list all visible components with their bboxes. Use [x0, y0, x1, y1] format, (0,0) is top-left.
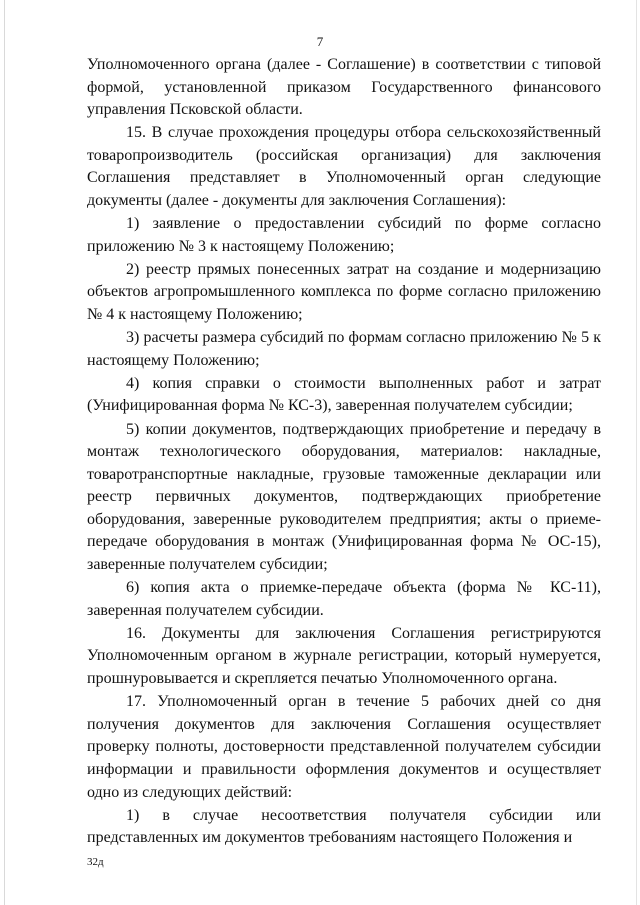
footer-code: 32д — [87, 856, 104, 868]
paragraph-15-sub-1: 1) заявление о предоставлении субсидий по форме согласно приложению № 3 к настоящему Положению; — [87, 215, 601, 255]
paragraph-15-sub-5: 5) копии документов, подтверждающих приобретение и передачу в монтаж технологического оборудования, материалов: накладные, товаротранспортные накладные, грузовые таможенные декларации или реестр первичных документов, подтверждающих приобретение оборудования, заверенные руководителем предприятия; акты о приеме-передаче оборудования в монтаж (Унифицированная форма № ОС-15), заверенные получателем субсидии; — [87, 420, 601, 574]
paragraph-17-sub-1: 1) в случае несоответствия получателя субсидии или представленных им документов требованиям настоящего Положения и — [87, 806, 601, 847]
page-number: 7 — [316, 34, 324, 49]
paragraph-continuation: Уполномоченного органа (далее - Соглашение) в соответствии с типовой формой, установленной приказом Государственного финансового управления Псковской области. — [87, 56, 601, 119]
scan-edge-right — [636, 0, 637, 905]
paragraph-item-16: 16. Документы для заключения Соглашения регистрируются Уполномоченным органом в журнале регистрации, который нумеруется, прошнуровывается и скрепляется печатью Уполномоченного органа. — [87, 624, 601, 688]
paragraph-15-sub-3: 3) расчеты размера субсидий по формам согласно приложению № 5 к настоящему Положению; — [87, 329, 601, 369]
paragraph-15-sub-6: 6) копия акта о приемке-передаче объекта (форма № КС-11), заверенная получателем субсидии. — [87, 579, 601, 619]
paragraph-item-15: 15. В случае прохождения процедуры отбора сельскохозяйственный товаропроизводитель (российская организация) для заключения Соглашения представляет в Уполномоченный орган следующие документы (далее - документы для заключения Соглашения): — [87, 124, 601, 210]
document-body — [87, 54, 601, 850]
paragraph-15-sub-4: 4) копия справки о стоимости выполненных работ и затрат (Унифицированная форма № КС-3), заверенная получателем субсидии; — [87, 374, 601, 415]
scan-edge-left — [4, 0, 5, 905]
paragraph-item-17: 17. Уполномоченный орган в течение 5 рабочих дней со дня получения документов для заключения Соглашения осуществляет проверку полноты, достоверности представленной получателем субсидии информации и правильности оформления документов и осуществляет одно из следующих действий: — [87, 693, 601, 801]
paragraph-15-sub-2: 2) реестр прямых понесенных затрат на создание и модернизацию объектов агропромышленного комплекса по форме согласно приложению № 4 к настоящему Положению; — [87, 260, 601, 324]
